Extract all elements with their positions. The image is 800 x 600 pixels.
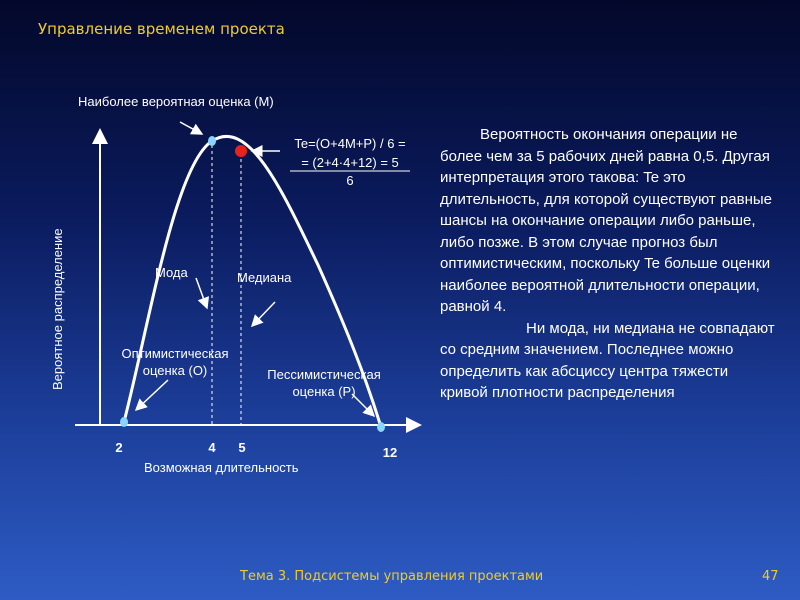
optimistic-label-line-2: оценка (O) [142, 363, 208, 378]
pessimistic-point [377, 422, 385, 432]
te-point [235, 145, 247, 157]
explanation-paragraph-2: Ни мода, ни медиана не совпадают со средним значением. Последнее можно определить как абсциссу центра тяжести кривой плотности распределения [440, 319, 775, 401]
formula-line-3: 6 [346, 173, 354, 188]
optimistic-arrow [136, 380, 168, 410]
mode-arrow [196, 278, 207, 308]
y-axis-label: Вероятное распределение [50, 228, 65, 390]
tick-te: 5 [238, 440, 246, 455]
median-label: Медиана [237, 270, 292, 285]
explanation-text [440, 124, 780, 404]
top-label-arrow [180, 122, 202, 134]
mode-point [208, 136, 216, 146]
median-arrow [252, 302, 275, 326]
formula-line-1: Te=(O+4M+P) / 6 = [294, 136, 406, 151]
pessimistic-label-line-2: оценка (P) [292, 384, 356, 399]
slide-title: Управление временем проекта [38, 20, 285, 38]
optimistic-label-line-1: Оптимистическая [121, 346, 229, 361]
most-likely-label: Наиболее вероятная оценка (M) [78, 94, 274, 109]
pessimistic-label-line-1: Пессимистическая [267, 367, 381, 382]
footer-topic: Тема 3. Подсистемы управления проектами [240, 569, 544, 584]
optimistic-point [120, 417, 128, 427]
x-axis-label: Возможная длительность [144, 460, 299, 475]
tick-pessimistic: 12 [382, 445, 398, 460]
page-number: 47 [762, 569, 779, 584]
mode-label: Мода [155, 265, 188, 280]
tick-mode: 4 [208, 440, 216, 455]
tick-optimistic: 2 [115, 440, 123, 455]
formula-line-2: = (2+4·4+12) = 5 [301, 155, 399, 170]
explanation-paragraph-1: Вероятность окончания операции не более чем за 5 рабочих дней равна 0,5. Другая интерпретация этого такова: Te это длительность, для которой существуют равные шансы на окончание операции либо раньше, либо позже. В этом случае прогноз был оптимистическим, поскольку Te больше оценки наиболее вероятной длительности операции, равной 4. [440, 126, 772, 315]
